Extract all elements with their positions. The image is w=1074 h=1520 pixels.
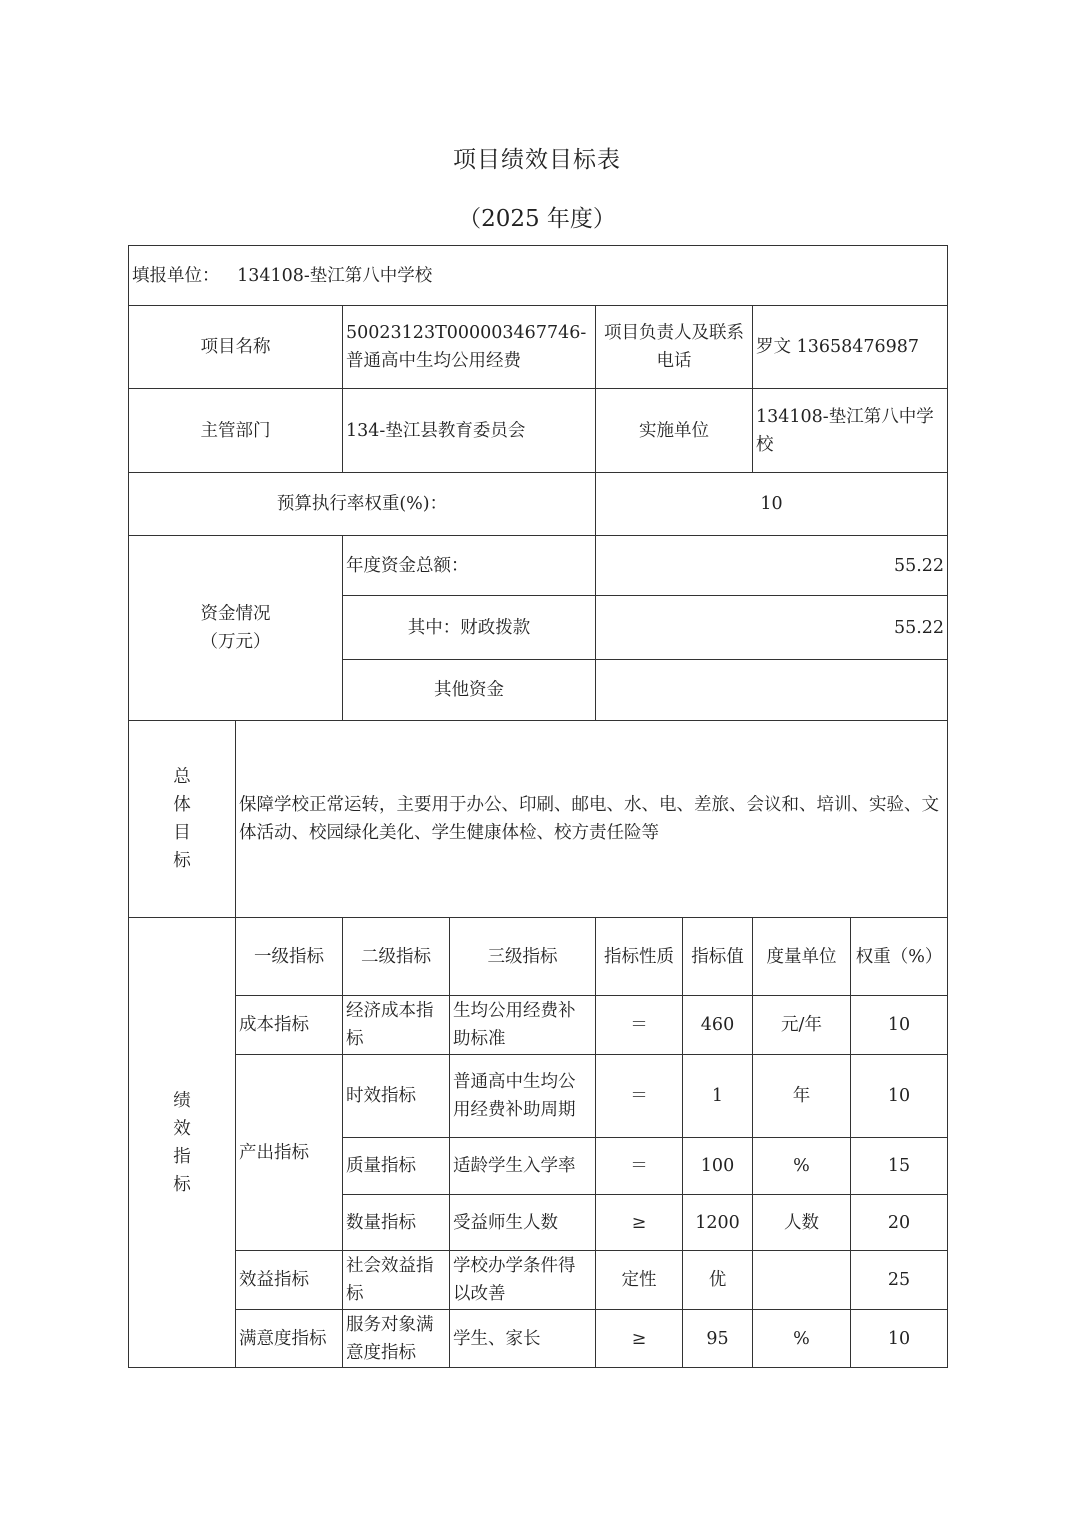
unit-cell: 年	[753, 1055, 851, 1138]
level3-cell: 生均公用经费补助标准	[450, 996, 596, 1055]
header-level2: 二级指标	[343, 918, 450, 996]
implementing-unit-value: 134108-垫江第八中学校	[753, 389, 948, 473]
implementing-unit-label: 实施单位	[596, 389, 753, 473]
nature-cell: ＝	[596, 1055, 683, 1138]
table-row	[129, 996, 948, 1055]
contact-label: 项目负责人及联系电话	[596, 306, 753, 389]
reporting-unit-label: 填报单位：	[132, 265, 220, 286]
nature-cell: ≥	[596, 1195, 683, 1251]
value-cell: 1	[683, 1055, 753, 1138]
level2-cell: 时效指标	[343, 1055, 450, 1138]
funds-label: 资金情况	[200, 604, 271, 624]
level3-cell: 普通高中生均公用经费补助周期	[450, 1055, 596, 1138]
page-title: 项目绩效目标表	[453, 147, 621, 173]
value-cell: 100	[683, 1138, 753, 1195]
level3-cell: 学生、家长	[450, 1310, 596, 1368]
unit-cell: 元/年	[753, 996, 851, 1055]
header-nature: 指标性质	[596, 918, 683, 996]
unit-cell: 人数	[753, 1195, 851, 1251]
table-row	[129, 1310, 948, 1368]
value-cell: 460	[683, 996, 753, 1055]
group-satisfaction: 满意度指标	[236, 1310, 343, 1368]
unit-cell	[753, 1251, 851, 1310]
project-name-label: 项目名称	[129, 306, 343, 389]
nature-cell: 定性	[596, 1251, 683, 1310]
nature-cell: ≥	[596, 1310, 683, 1368]
value-cell: 优	[683, 1251, 753, 1310]
weight-cell: 10	[851, 1310, 948, 1368]
table-row	[129, 1251, 948, 1310]
header-level1: 一级指标	[236, 918, 343, 996]
level2-cell: 服务对象满意度指标	[343, 1310, 450, 1368]
reporting-unit-cell	[129, 246, 948, 306]
group-benefit: 效益指标	[236, 1251, 343, 1310]
finance-allocation-label: 其中：财政拨款	[343, 596, 596, 660]
header-level3: 三级指标	[450, 918, 596, 996]
unit-cell: %	[753, 1138, 851, 1195]
level2-cell: 质量指标	[343, 1138, 450, 1195]
department-label: 主管部门	[129, 389, 343, 473]
level2-cell: 数量指标	[343, 1195, 450, 1251]
level3-cell: 受益师生人数	[450, 1195, 596, 1251]
weight-cell: 20	[851, 1195, 948, 1251]
group-output: 产出指标	[236, 1055, 343, 1251]
value-cell: 95	[683, 1310, 753, 1368]
table-row	[129, 1055, 948, 1138]
overall-goal-label: 总 体 目 标	[129, 721, 236, 918]
page-year: （2025 年度）	[458, 206, 616, 232]
unit-cell: %	[753, 1310, 851, 1368]
department-value: 134-垫江县教育委员会	[343, 389, 596, 473]
group-cost: 成本指标	[236, 996, 343, 1055]
weight-cell: 10	[851, 996, 948, 1055]
header-unit: 度量单位	[753, 918, 851, 996]
other-funds-label: 其他资金	[343, 660, 596, 721]
header-value: 指标值	[683, 918, 753, 996]
level3-cell: 学校办学条件得以改善	[450, 1251, 596, 1310]
weight-cell: 25	[851, 1251, 948, 1310]
annual-total-value: 55.22	[596, 536, 948, 596]
header-weight: 权重（%）	[851, 918, 948, 996]
nature-cell: ＝	[596, 1138, 683, 1195]
weight-cell: 10	[851, 1055, 948, 1138]
level3-cell: 适龄学生入学率	[450, 1138, 596, 1195]
funds-label-cell	[129, 536, 343, 721]
value-cell: 1200	[683, 1195, 753, 1251]
contact-value: 罗文 13658476987	[753, 306, 948, 389]
level2-cell: 社会效益指标	[343, 1251, 450, 1310]
budget-rate-value: 10	[596, 473, 948, 536]
budget-rate-label: 预算执行率权重(%)：	[129, 473, 596, 536]
other-funds-value	[596, 660, 948, 721]
weight-cell: 15	[851, 1138, 948, 1195]
reporting-unit-value: 134108-垫江第八中学校	[237, 265, 433, 286]
performance-target-table	[128, 245, 948, 1368]
annual-total-label: 年度资金总额：	[343, 536, 596, 596]
overall-goal-text: 保障学校正常运转，主要用于办公、印刷、邮电、水、电、差旅、会议和、培训、实验、文体活动、校园绿化美化、学生健康体检、校方责任险等	[236, 721, 948, 918]
funds-unit: （万元）	[200, 632, 271, 652]
performance-indicator-label: 绩 效 指 标	[129, 918, 236, 1368]
nature-cell: ＝	[596, 996, 683, 1055]
project-name-value: 50023123T000003467746-普通高中生均公用经费	[343, 306, 596, 389]
level2-cell: 经济成本指标	[343, 996, 450, 1055]
finance-allocation-value: 55.22	[596, 596, 948, 660]
